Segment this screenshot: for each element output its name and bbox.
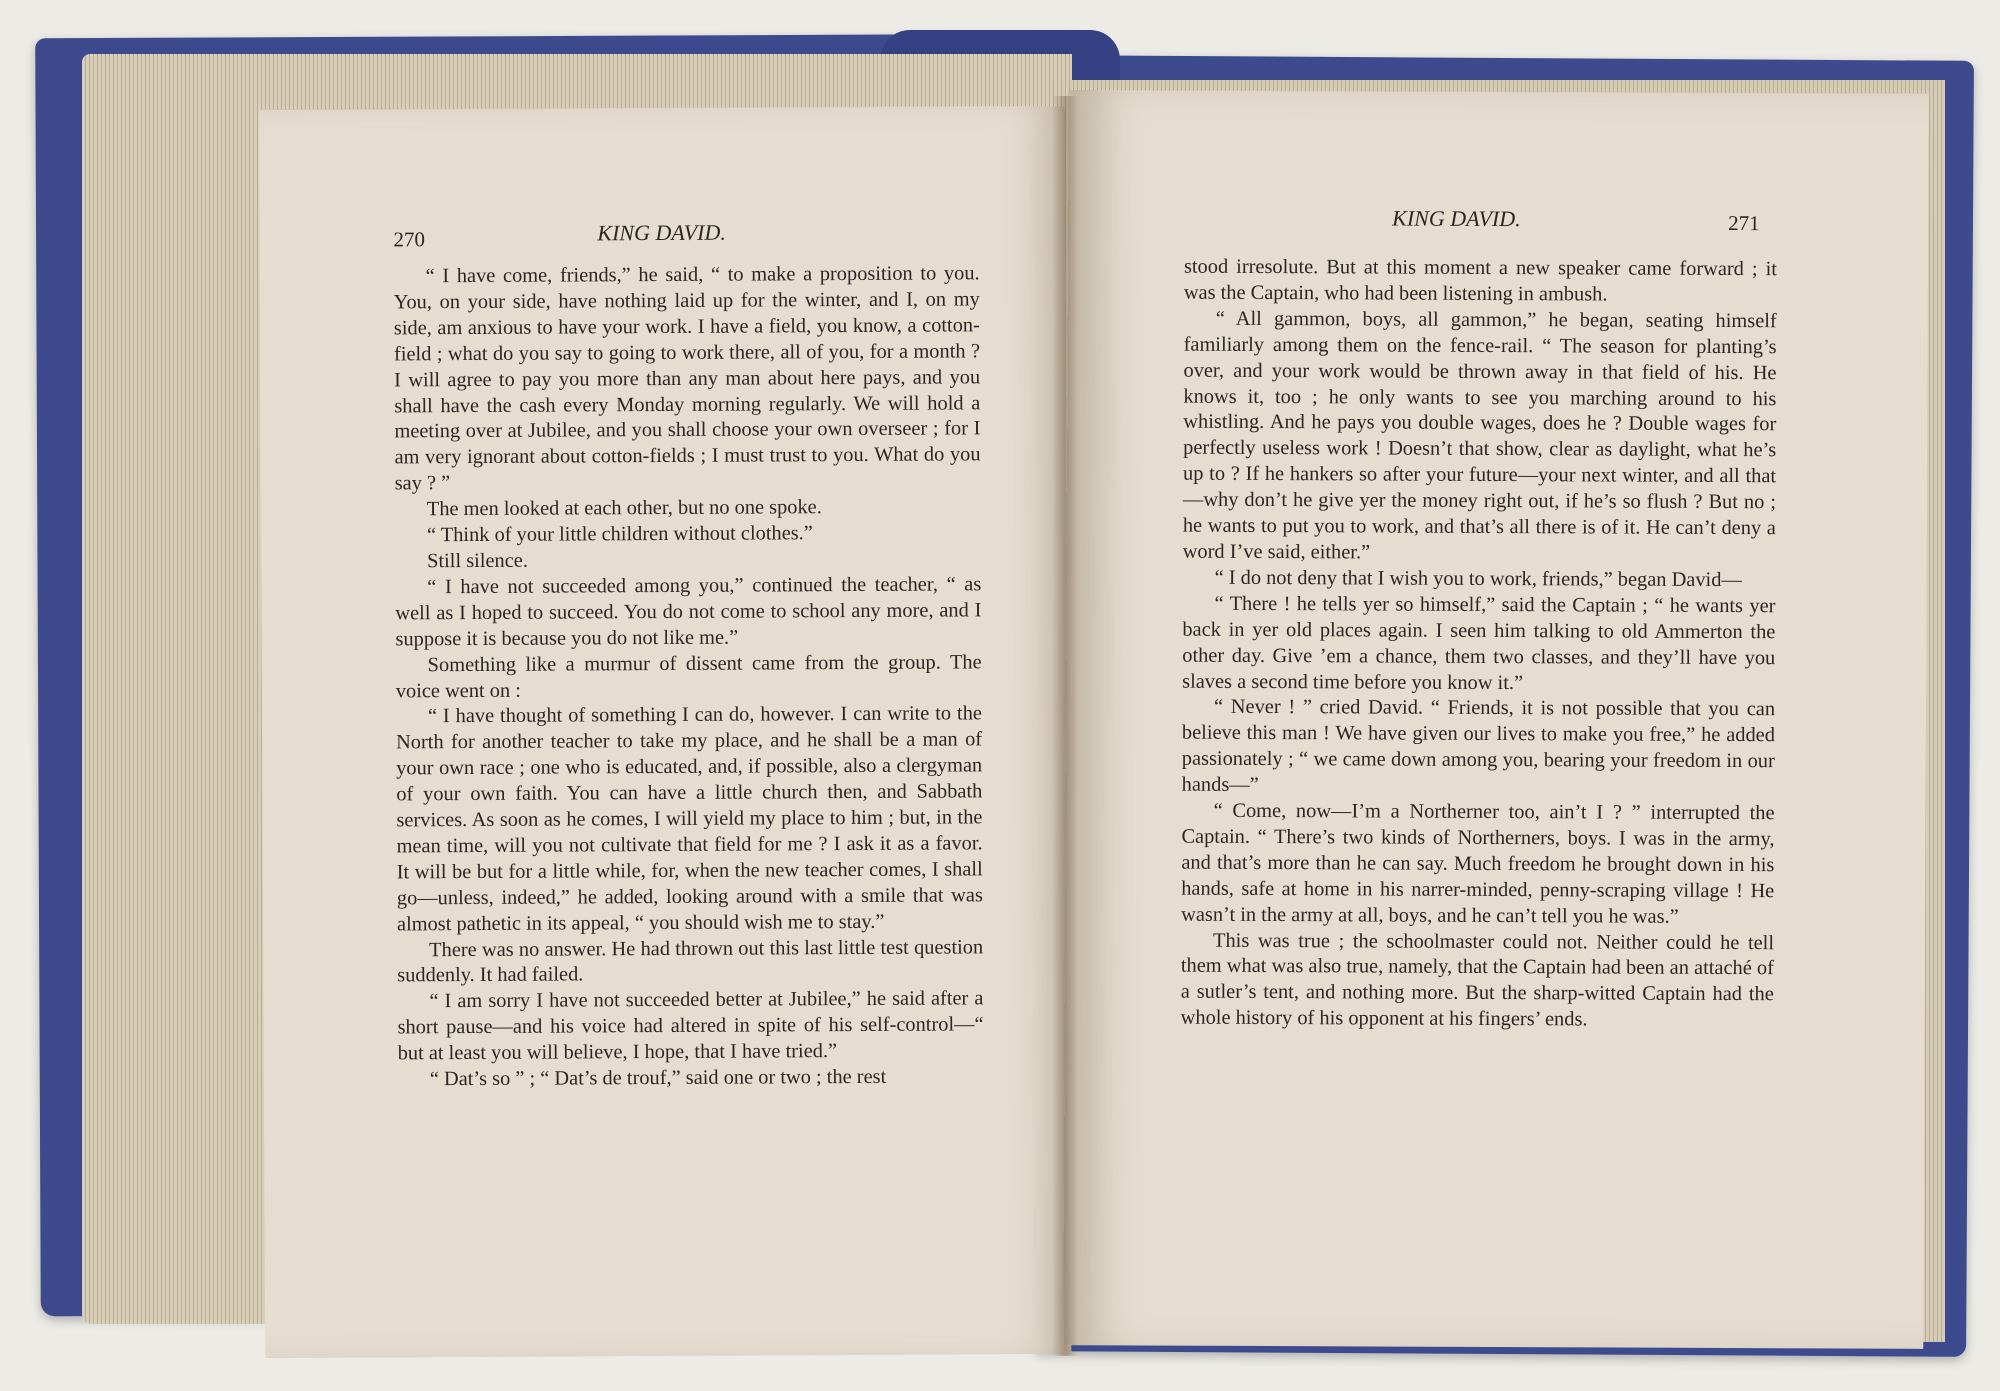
running-head-right: KING DAVID. (1392, 205, 1521, 232)
page-number-left: 270 (393, 227, 425, 252)
paragraph: The men looked at each other, but no one spoke. (426, 496, 822, 521)
left-page (259, 106, 1072, 1358)
paragraph: “ I do not deny that I wish you to work, friends,” began David— (1214, 566, 1742, 591)
paragraph: “ I have not succeeded among you,” continued the teacher, “ as well as I hoped to succeed. You do not come to school any more, and I suppose it is because you do not like me.” (395, 573, 982, 651)
paragraph: “ I am sorry I have not succeeded better at Jubilee,” he said after a short pause—and his voice had altered in spite of his self-control—“ but at least you will believe, I hope, that I have tried.” (397, 987, 984, 1065)
paragraph: This was true ; the schoolmaster could not. Neither could he tell them what was also true, namely, that the Captain had been an attaché of a sutler’s tent, and nothing more. But the sharp-witted Captain had the whole history of his opponent at his fingers’ ends. (1180, 929, 1775, 1031)
paragraph: Something like a murmur of dissent came from the group. The voice went on : (395, 650, 982, 702)
paragraph: There was no answer. He had thrown out this last little test question suddenly. It had failed. (397, 935, 984, 987)
paragraph: stood irresolute. But at this moment a new speaker came forward ; it was the Captain, who had been listening in ambush. (1183, 255, 1778, 306)
right-page-text (1181, 255, 1777, 1035)
paragraph: “ Dat’s so ” ; “ Dat’s de trouf,” said one or two ; the rest (429, 1065, 887, 1091)
paragraph: Still silence. (427, 549, 528, 573)
left-page-text (394, 261, 984, 1093)
page-number-right: 271 (1728, 211, 1760, 236)
paragraph: “ Think of your little children without clothes.” (426, 522, 813, 547)
paragraph: “ Come, now—I’m a Northerner too, ain’t I ? ” interrupted the Captain. “ There’s two kinds of Northerners, boys. I was in the army, and that’s more than he can say. Much freedom he brought down in his hands, safe at home in his narrer-minded, penny-scraping village ! He wasn’t in the army at all, boys, and he can’t tell you he was.” (1181, 799, 1775, 928)
running-head-left: KING DAVID. (597, 219, 726, 246)
paragraph: “ Never ! ” cried David. “ Friends, it is not possible that you can believe this man ! We have given our lives to make you free,” he added passionately ; “ we came down among you, bearing your freedom in our hands—” (1181, 696, 1776, 797)
paragraph: “ I have thought of something I can do, however. I can write to the North for another teacher to take my place, and he shall be a man of your own race ; one who is educated, and, if possible, also a clergyman of your own faith. You can have a little church then, and Sabbath services. As soon as he comes, I will yield my place to him ; but, in the mean time, will you not cultivate that field for me ? I ask it as a favor. It will be but for a little while, for, when the new teacher comes, I shall go—unless, indeed,” he added, looking around with a smile that was almost pathetic in its appeal, “ you should wish me to stay.” (395, 702, 983, 936)
right-page (1063, 90, 1928, 1349)
paragraph: “ There ! he tells yer so himself,” said the Captain ; “ he wants yer back in yer old places again. I seen him talking to old Ammerton the other day. Give ’em a chance, them two classes, and they’ll have you slaves a second time before you know it.” (1182, 592, 1776, 694)
book-gutter (1052, 96, 1078, 1356)
paragraph: “ All gammon, boys, all gammon,” he began, seating himself familiarly among them on the fence-rail. “ The season for planting’s over, and your work would be thrown away in that field of his. He knows it, too ; he only wants to see you marching around to his whistling. And he pays you double wages, does he ? Double wages for perfectly useless work ! Doesn’t that show, clear as daylight, what he’s up to ? If he hankers so after your future—your next winter, and all that—why don’t he give yer the money right out, if he’s so flush ? But no ; he wants to put you to work, and that’s all there is of it. He can’t deny a word I’ve said, either.” (1182, 307, 1777, 564)
paragraph: “ I have come, friends,” he said, “ to make a proposition to you. You, on your side, have nothing laid up for the winter, and I, on my side, am anxious to have your work. I have a field, you know, a cotton-field ; what do you say to going to work there, all of you, for a month ? I will agree to pay you more than any man about here pays, and you shall have the cash every Monday morning regularly. We will hold a meeting over at Jubilee, and you shall choose your own overseer ; for I am very ignorant about cotton-fields ; I must trust to you. What do you say ? ” (393, 262, 981, 495)
